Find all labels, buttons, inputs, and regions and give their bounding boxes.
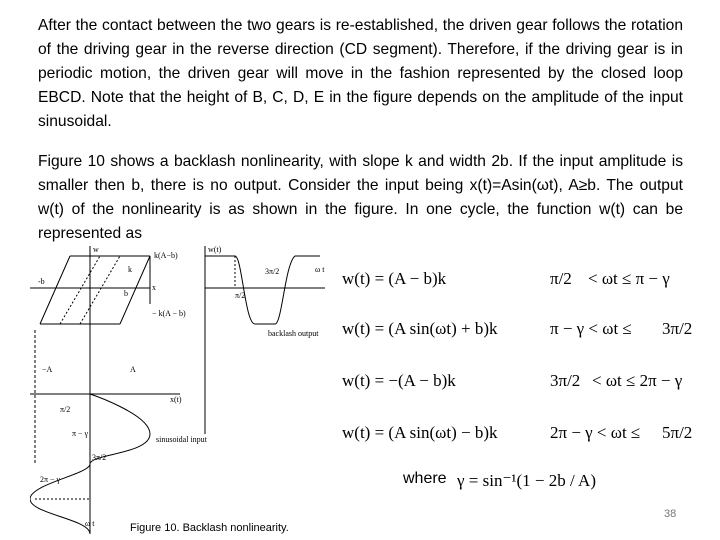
equation-1-cond-mid: < ωt ≤ π − γ — [588, 269, 670, 288]
label-pi-2-top: π/2 — [235, 291, 246, 300]
label-pi-minus-gamma: π − γ — [72, 429, 89, 438]
label-sinusoidal-input: sinusoidal input — [156, 435, 207, 444]
label-x-t: x(t) — [170, 395, 182, 404]
equation-3-cond-left: 3π/2 — [550, 371, 581, 390]
page-number: 38 — [664, 508, 677, 520]
label-b: b — [124, 289, 128, 298]
label-w: w — [93, 245, 99, 254]
label-2pi-minus-gamma: 2π − γ — [40, 475, 61, 484]
label-w-t: w(t) — [208, 245, 222, 254]
label-k-a-minus-b: k(A−b) — [154, 251, 178, 260]
where-label: where — [403, 470, 447, 487]
gamma-definition — [455, 462, 675, 498]
equation-3-cond-mid: < ωt ≤ 2π − γ — [592, 371, 683, 390]
equation-2-lhs: w(t) = (A sin(ωt) + b)k — [342, 319, 498, 338]
sinusoidal-input-curve — [30, 334, 180, 534]
backlash-figure — [30, 244, 335, 536]
equation-4-lhs: w(t) = (A sin(ωt) − b)k — [342, 423, 498, 442]
label-x: x — [152, 283, 156, 292]
label-omega-t: ω t — [315, 265, 325, 274]
label-backlash-output: backlash output — [268, 329, 319, 338]
equation-row-1 — [342, 269, 670, 288]
label-a: A — [130, 365, 136, 374]
figure-caption: Figure 10. Backlash nonlinearity. — [130, 522, 289, 534]
equation-1-cond-left: π/2 — [550, 269, 572, 288]
equation-row-4 — [342, 423, 692, 442]
equation-2-cond-mid: π − γ < ωt ≤ — [550, 319, 632, 338]
paragraph-backlash: Figure 10 shows a backlash nonlinearity, with slope k and width 2b. If the input amplitude is smaller then b, there is no output. Consider the input being x(t)=Asin(ωt), A≥b. The output w(t) of the nonlinearity is as shown in the figure. In one cycle, the function w(t) can be represented as — [38, 153, 683, 242]
equation-1-lhs: w(t) = (A − b)k — [342, 269, 447, 288]
paragraph-gears: After the contact between the two gears is re-established, the driven gear follows the rotation of the driving gear in the reverse direction (CD segment). Therefore, if the driving gear is in periodic motion, the driven gear will move in the fashion represented by the closed loop EBCD. Note that the height of B, C, D, E in the figure depends on the amplitude of the input sinusoidal. — [38, 17, 683, 130]
label-omega-t-bottom: ω t — [85, 519, 95, 528]
label-neg-b: -b — [38, 277, 45, 286]
equation-4-cond-right: 5π/2 — [662, 423, 693, 442]
label-neg-a: −A — [42, 365, 53, 374]
label-3pi-2-bottom: 3π/2 — [92, 453, 107, 462]
equation-row-3 — [342, 371, 683, 390]
label-k: k — [128, 265, 132, 274]
equation-3-lhs: w(t) = −(A − b)k — [342, 371, 456, 390]
label-neg-k-a-minus-b: − k(A − b) — [152, 309, 186, 318]
equation-2-cond-right: 3π/2 — [662, 319, 693, 338]
equation-row-2 — [342, 319, 692, 338]
label-pi-2-bottom: π/2 — [60, 405, 71, 414]
label-3pi-2-top: 3π/2 — [265, 267, 280, 276]
equations-block — [338, 248, 718, 468]
equation-4-cond-mid: 2π − γ < ωt ≤ — [550, 423, 641, 442]
gamma-equation: γ = sin⁻¹(1 − 2b / A) — [457, 471, 596, 490]
